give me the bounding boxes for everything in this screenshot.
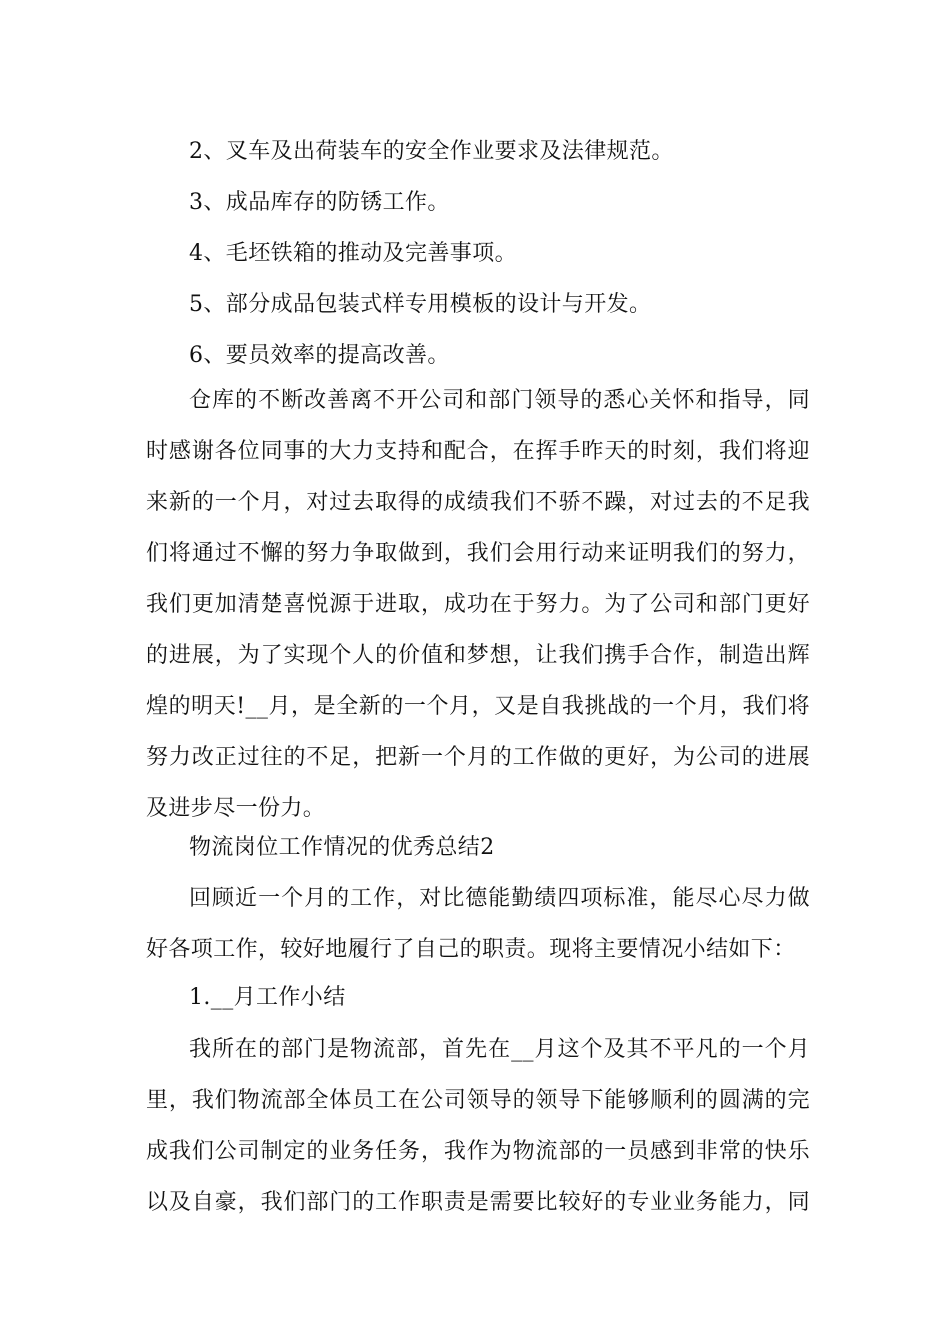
paragraph-line: 仓库的不断改善离不开公司和部门领导的悉心关怀和指导，同 [189, 388, 810, 413]
paragraph-line: 来新的一个月，对过去取得的成绩我们不骄不躁，对过去的不足我 [146, 490, 810, 515]
paragraph-line: 的进展，为了实现个人的价值和梦想，让我们携手合作，制造出辉 [146, 643, 810, 668]
paragraph-line: 我们更加清楚喜悦源于进取，成功在于努力。为了公司和部门更好 [146, 592, 810, 617]
paragraph-line: 好各项工作，较好地履行了自己的职责。现将主要情况小结如下： [146, 937, 796, 962]
subheading-block [146, 972, 810, 1023]
paragraph-line: 我所在的部门是物流部，首先在__月这个及其不平凡的一个月 [189, 1037, 810, 1062]
paragraph-line: 回顾近一个月的工作，对比德能勤绩四项标准，能尽心尽力做 [189, 886, 810, 911]
section-title-block [146, 822, 810, 873]
list-item: 5、部分成品包装式样专用模板的设计与开发。 [189, 292, 652, 317]
subheading: 1.__月工作小结 [189, 985, 346, 1010]
list-item: 2、叉车及出荷装车的安全作业要求及法律规范。 [189, 139, 674, 164]
paragraph-line: 煌的明天!__月，是全新的一个月，又是自我挑战的一个月，我们将 [146, 694, 810, 719]
paragraph-line: 时感谢各位同事的大力支持和配合，在挥手昨天的时刻，我们将迎 [146, 439, 810, 464]
paragraph-gratitude [146, 375, 810, 834]
list-item: 4、毛坯铁箱的推动及完善事项。 [189, 241, 517, 266]
paragraph-line: 们将通过不懈的努力争取做到，我们会用行动来证明我们的努力， [146, 541, 810, 566]
paragraph-department [146, 1024, 810, 1228]
paragraph-line: 里，我们物流部全体员工在公司领导的领导下能够顺利的圆满的完 [146, 1088, 810, 1113]
paragraph-line: 努力改正过往的不足，把新一个月的工作做的更好，为公司的进展 [146, 745, 810, 770]
list-section [146, 126, 810, 381]
section-title: 物流岗位工作情况的优秀总结2 [189, 835, 495, 860]
paragraph-line: 以及自豪，我们部门的工作职责是需要比较好的专业业务能力，同 [146, 1190, 810, 1215]
paragraph-review [146, 873, 810, 975]
paragraph-line: 成我们公司制定的业务任务，我作为物流部的一员感到非常的快乐 [146, 1139, 810, 1164]
paragraph-line: 及进步尽一份力。 [146, 796, 326, 821]
list-item: 6、要员效率的提高改善。 [189, 343, 450, 368]
list-item: 3、成品库存的防锈工作。 [189, 190, 450, 215]
